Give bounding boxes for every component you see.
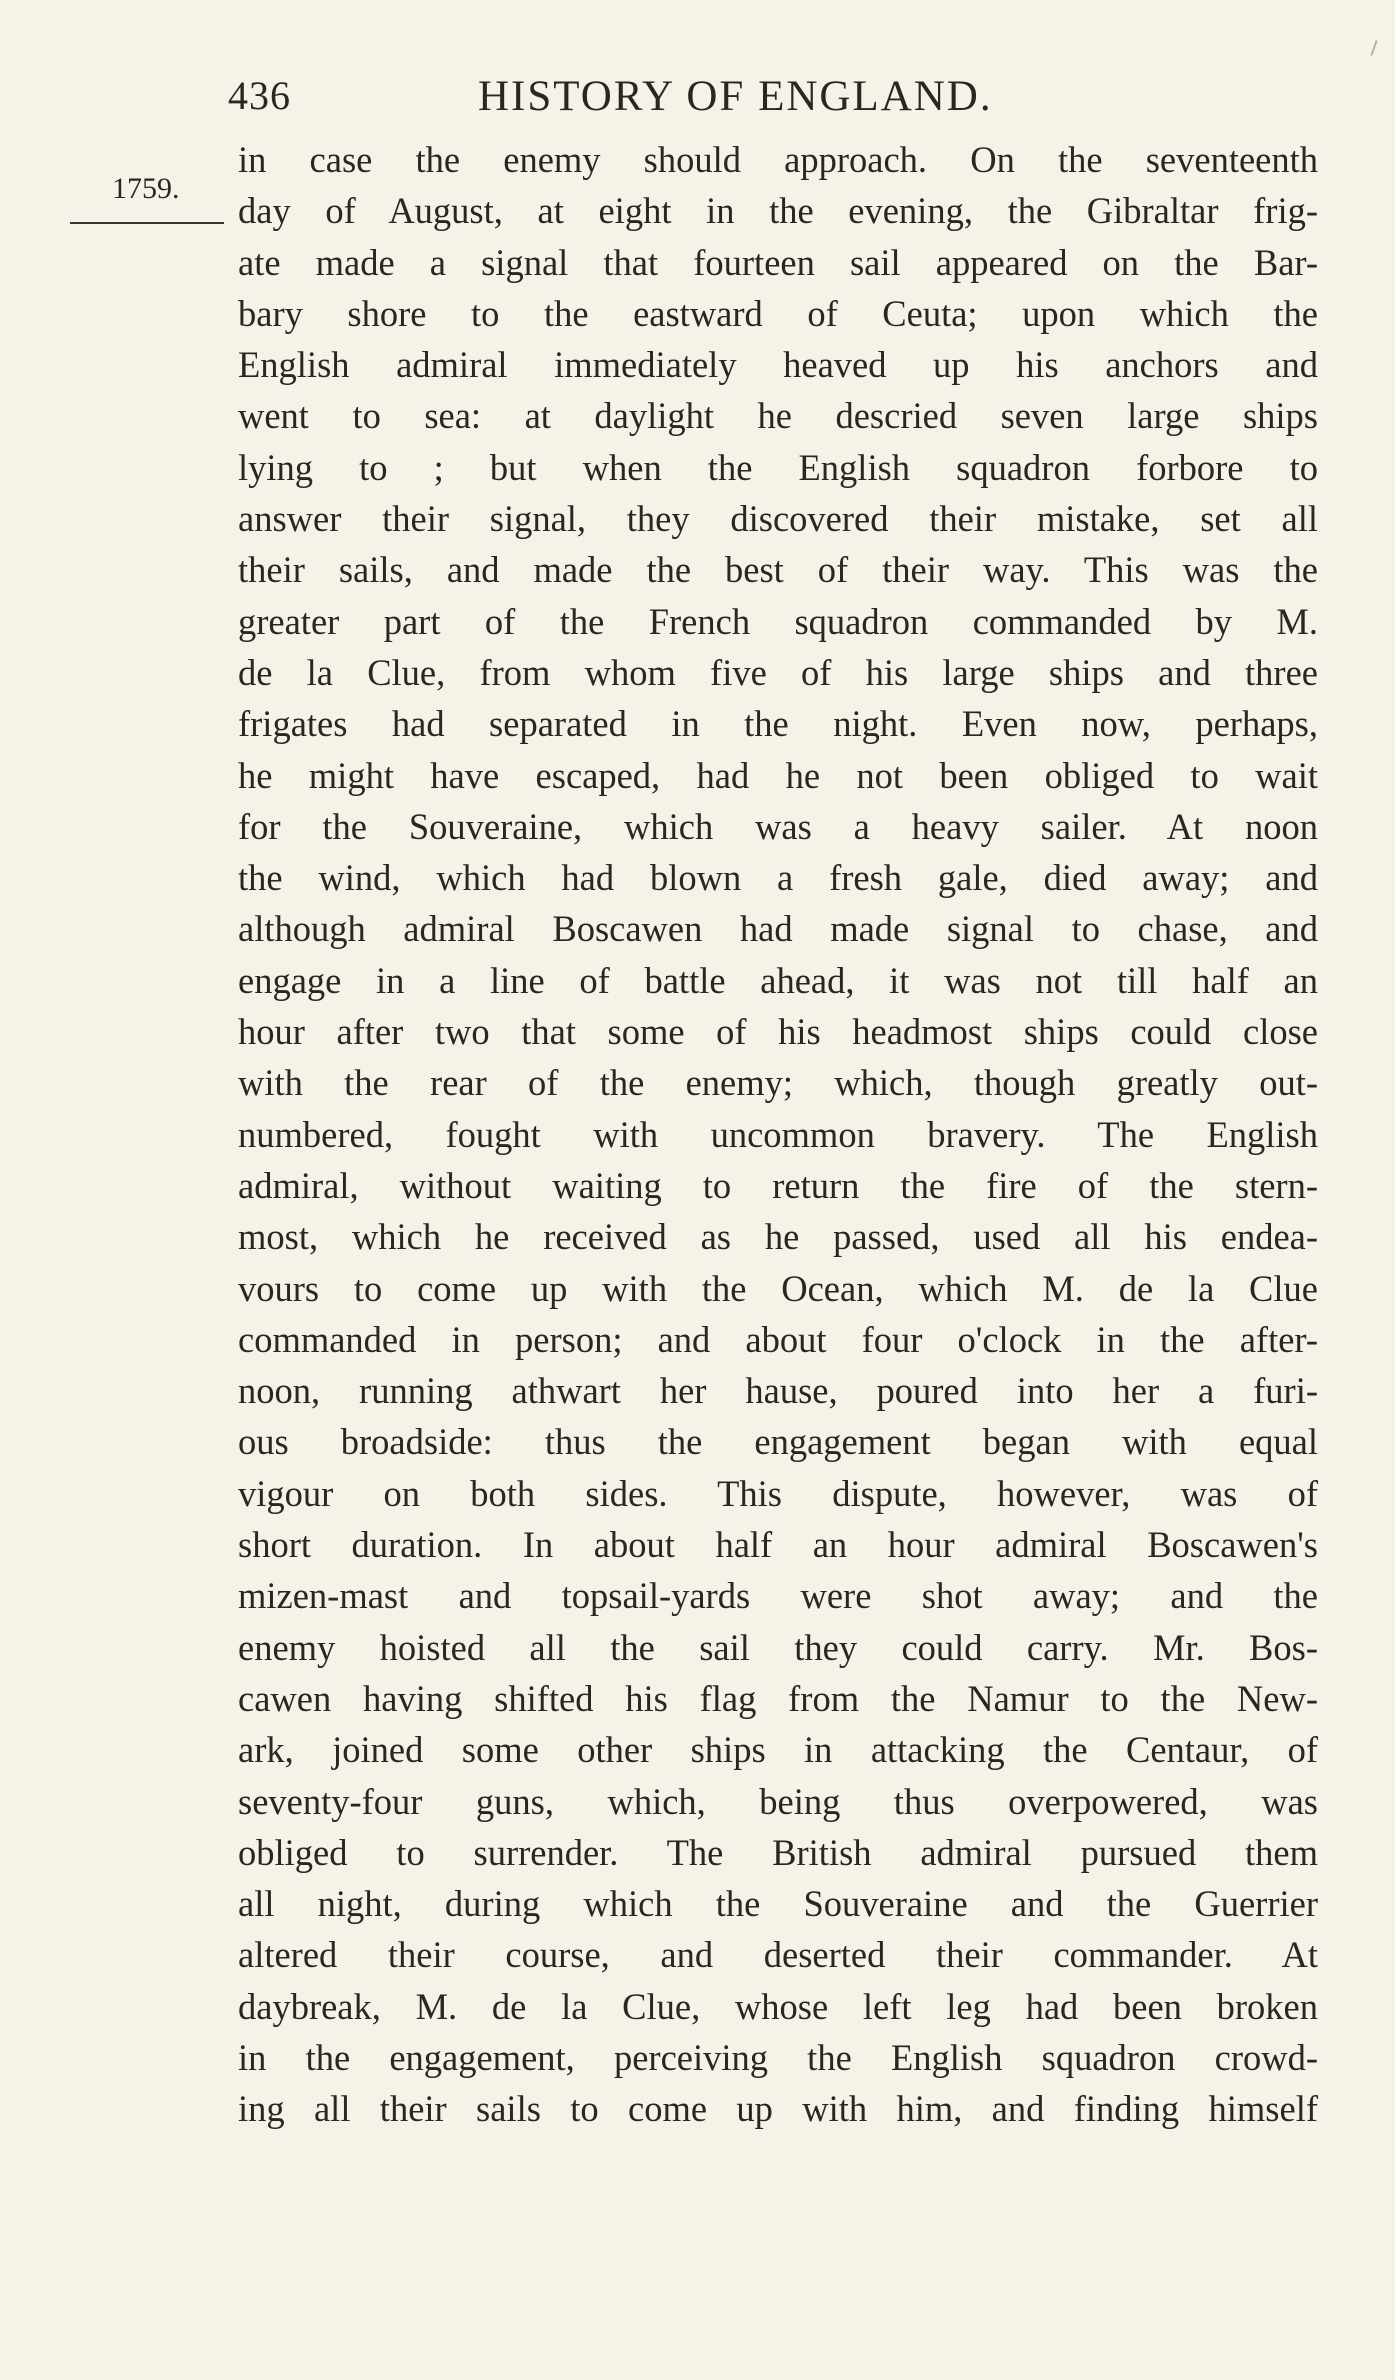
text-line: engage in a line of battle ahead, it was not till half an [238, 959, 1318, 1001]
corner-mark [1370, 40, 1377, 56]
text-line: obliged to surrender. The British admiral pursued them [238, 1831, 1318, 1873]
text-line: most, which he received as he passed, used all his endea- [238, 1216, 1318, 1258]
text-line: went to sea: at daylight he descried seven large ships [238, 395, 1318, 437]
text-line: commanded in person; and about four o'clock in the after- [238, 1318, 1318, 1360]
text-line: vigour on both sides. This dispute, however, was of [238, 1472, 1318, 1514]
text-line: with the rear of the enemy; which, though greatly out- [238, 1062, 1318, 1104]
text-line: noon, running athwart her hause, poured into her a furi- [238, 1370, 1318, 1412]
text-line: in the engagement, perceiving the English squadron crowd- [238, 2036, 1318, 2078]
text-line: day of August, at eight in the evening, the Gibraltar frig- [238, 190, 1318, 232]
text-line: frigates had separated in the night. Even now, perhaps, [238, 703, 1318, 745]
text-line: their sails, and made the best of their way. This was the [238, 549, 1318, 591]
text-line: although admiral Boscawen had made signal to chase, and [238, 908, 1318, 950]
text-line: short duration. In about half an hour admiral Boscawen's [238, 1524, 1318, 1566]
text-line: daybreak, M. de la Clue, whose left leg had been broken [238, 1985, 1318, 2027]
text-line: ark, joined some other ships in attacking the Centaur, of [238, 1729, 1318, 1771]
text-line: vours to come up with the Ocean, which M. de la Clue [238, 1267, 1318, 1309]
text-line: ing all their sails to come up with him, and finding himself [238, 2088, 1318, 2130]
margin-rule [70, 222, 224, 224]
text-line: enemy hoisted all the sail they could carry. Mr. Bos- [238, 1626, 1318, 1668]
text-line: for the Souveraine, which was a heavy sailer. At noon [238, 805, 1318, 847]
page-number: 436 [228, 73, 291, 118]
text-line: the wind, which had blown a fresh gale, died away; and [238, 857, 1318, 899]
margin-year: 1759. [112, 172, 180, 205]
text-line: de la Clue, from whom five of his large ships and three [238, 651, 1318, 693]
text-line: seventy-four guns, which, being thus overpowered, was [238, 1780, 1318, 1822]
text-line: bary shore to the eastward of Ceuta; upon which the [238, 292, 1318, 334]
text-line: all night, during which the Souveraine and the Guerrier [238, 1883, 1318, 1925]
text-line: ous broadside: thus the engagement began with equal [238, 1421, 1318, 1463]
text-line: cawen having shifted his flag from the Namur to the New- [238, 1677, 1318, 1719]
text-line: mizen-mast and topsail-yards were shot away; and the [238, 1575, 1318, 1617]
text-line: ate made a signal that fourteen sail appeared on the Bar- [238, 241, 1318, 283]
body-text [238, 134, 1318, 2135]
text-line: English admiral immediately heaved up his anchors and [238, 344, 1318, 386]
text-line: greater part of the French squadron commanded by M. [238, 600, 1318, 642]
text-line: hour after two that some of his headmost ships could close [238, 1011, 1318, 1053]
text-line: numbered, fought with uncommon bravery. The English [238, 1113, 1318, 1155]
text-line: he might have escaped, had he not been obliged to wait [238, 754, 1318, 796]
running-title: HISTORY OF ENGLAND. [478, 73, 993, 120]
text-line: lying to ; but when the English squadron forbore to [238, 446, 1318, 488]
text-line: admiral, without waiting to return the fire of the stern- [238, 1164, 1318, 1206]
text-line: altered their course, and deserted their commander. At [238, 1934, 1318, 1976]
text-line: in case the enemy should approach. On the seventeenth [238, 139, 1318, 180]
text-line: answer their signal, they discovered their mistake, set all [238, 498, 1318, 540]
running-head [228, 72, 1338, 132]
